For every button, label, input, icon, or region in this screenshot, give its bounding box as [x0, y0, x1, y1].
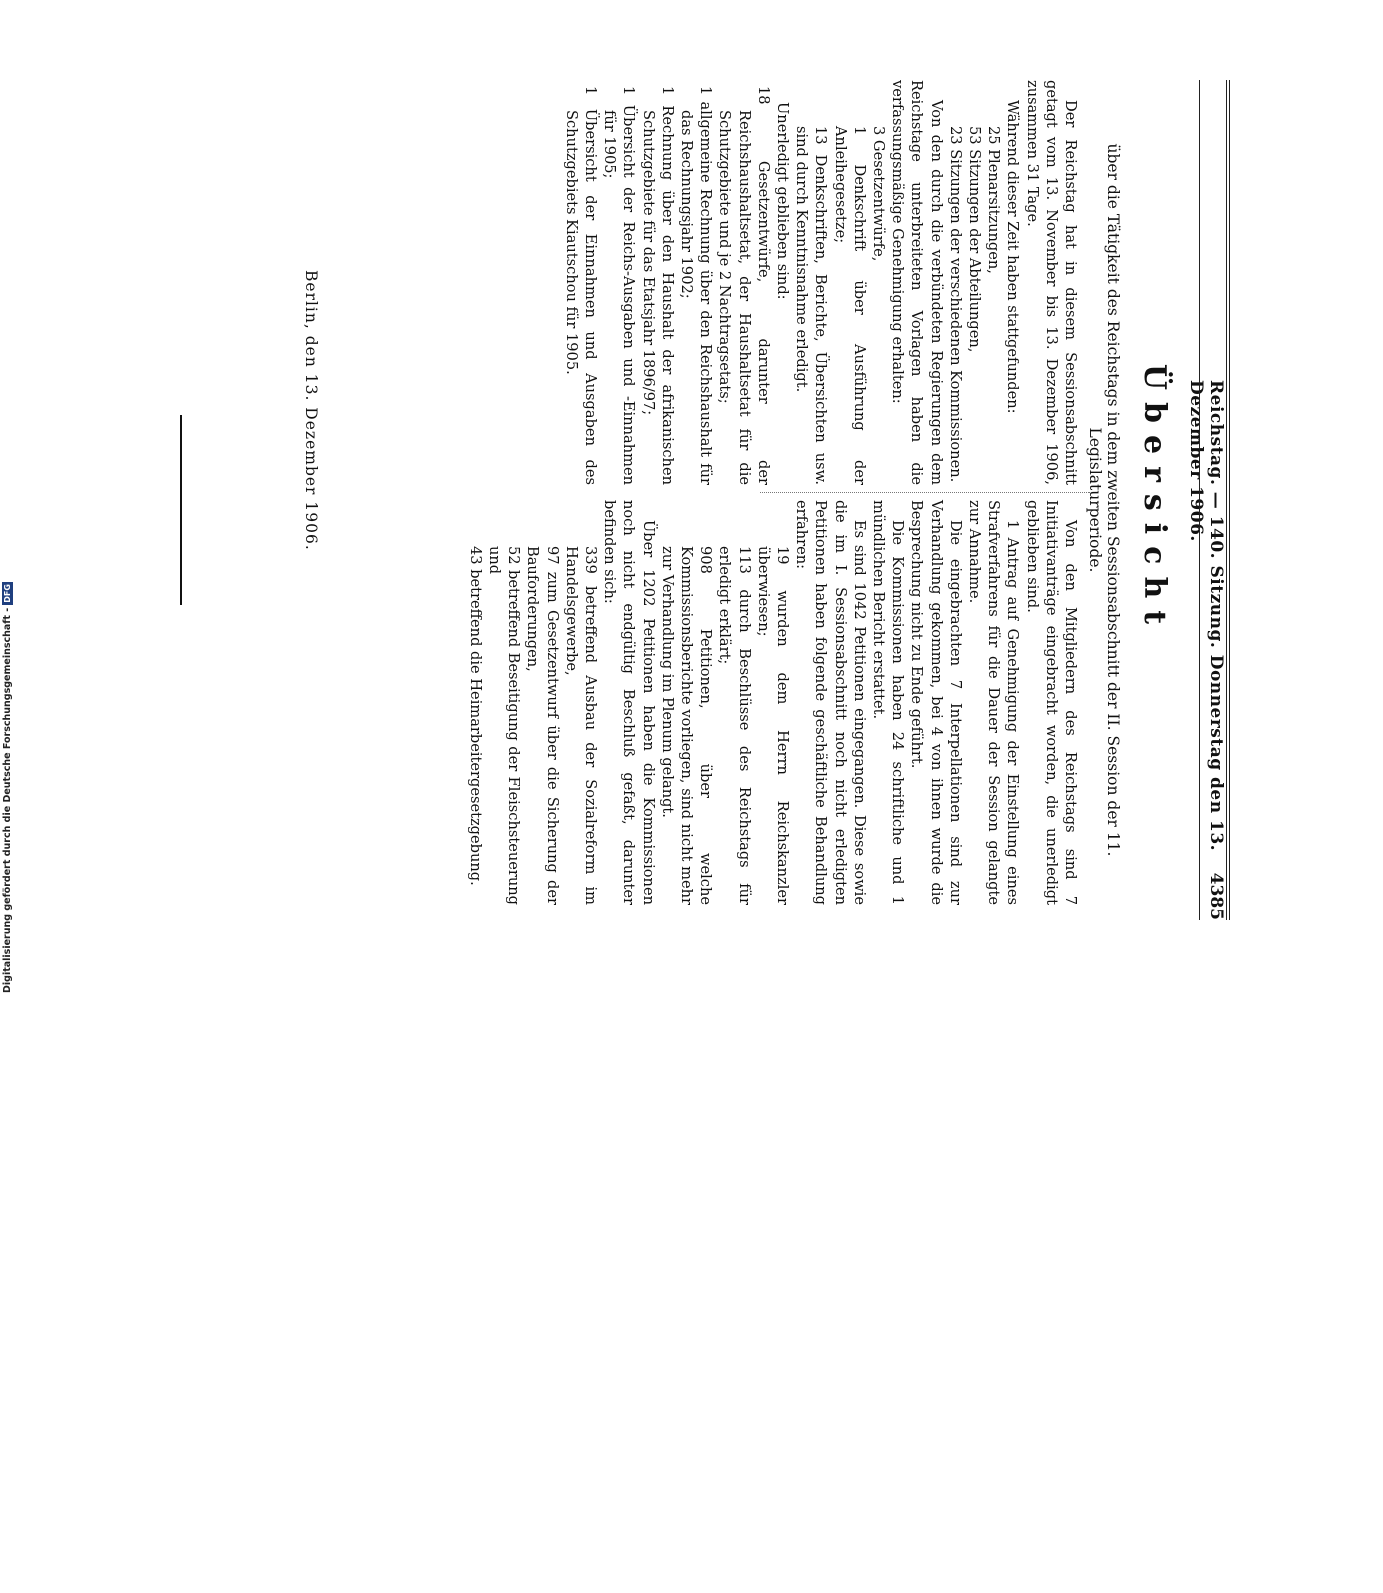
list-item: 23 Sitzungen der verschiedenen Kommissionen. — [946, 126, 964, 483]
list-item: 43 betreffend die Heimarbeitergesetzgebung. — [466, 546, 484, 886]
paragraph: Von den durch die verbündeten Regierungen dem Reichstage unterbreiteten Vorlagen haben die verfassungsmäßige Genehmigung erhalten: — [889, 80, 945, 485]
list-item: 19 wurden dem Herrn Reichskanzler überwiesen; — [754, 546, 791, 905]
list-item: 18 Gesetzentwürfe, darunter der Reichshaushaltsetat, der Haushaltsetat für die Schutzgebiete und je 2 Nachtragsetats; — [716, 86, 772, 485]
list-item: 1 Übersicht der Reichs-Ausgaben und -Einnahmen für 1905; — [601, 86, 638, 485]
paragraph: Von den Mitgliedern des Reichstags sind 7 Initiativanträge eingebracht worden, die unerledigt geblieben sind. — [1023, 500, 1079, 905]
list-item: 1 Rechnung über den Haushalt der afrikanischen Schutzgebiete für das Etatsjahr 1896/97; — [639, 86, 676, 485]
list-item: 25 Plenarsitzungen, — [985, 126, 1003, 274]
paragraph: Es sind 1042 Petitionen eingegangen. Diese sowie die im I. Sessionsabschnitt noch nicht erledigten Petitionen haben folgende geschäftliche Behandlung erfahren: — [793, 500, 868, 905]
paragraph: Während dieser Zeit haben stattgefunden: — [1004, 100, 1022, 414]
list-item: 97 zum Gesetzentwurf über die Sicherung der Bauforderungen, — [524, 546, 561, 905]
place-date: Berlin, den 13. Dezember 1906. — [302, 270, 320, 551]
running-title: Reichstag. — 140. Sitzung. Donnerstag den 13. Dezember 1906. — [1186, 380, 1226, 852]
document-page — [170, 80, 1230, 920]
header-top-rule — [1229, 80, 1230, 920]
column-divider — [760, 492, 1090, 493]
list-item: 1 Denkschrift über Ausführung der Anleihegesetze; — [831, 126, 868, 485]
paragraph: Unerledigt geblieben sind: — [773, 102, 791, 300]
right-column — [466, 500, 1081, 905]
paragraph: Der Reichstag hat in diesem Sessionsabschnitt getagt vom 13. November bis 13. Dezember 1906, zusammen 31 Tage. — [1023, 80, 1079, 485]
dfg-logo: DFG — [3, 584, 12, 603]
list-item: 1 allgemeine Rechnung über den Reichshaushalt für das Rechnungsjahr 1902; — [677, 86, 715, 485]
list-item: 908 Petitionen, über welche Kommissionsberichte vorliegen, sind nicht mehr zur Verhandlung im Plenum gelangt. — [658, 546, 715, 905]
footer-credit: Digitalisierung gefördert durch die Deutsche Forschungsgemeinschaft - — [2, 607, 13, 993]
page-subtitle: über die Tätigkeit des Reichstags in dem zweiten Sessionsabschnitt der II. Session der 11. Legislaturperiode. — [1086, 143, 1122, 857]
list-item: 13 Denkschriften, Berichte, Übersichten usw. sind durch Kenntnisnahme erledigt. — [793, 126, 830, 485]
paragraph: Über 1202 Petitionen haben die Kommissionen noch nicht endgültig Beschluß gefaßt, darunter befinden sich: — [601, 500, 657, 905]
left-column — [562, 80, 1080, 485]
digitization-footer — [2, 584, 18, 1593]
page-number: 4385 — [1206, 872, 1226, 920]
running-header — [1186, 80, 1226, 920]
paragraph: 1 Antrag auf Genehmigung der Einstellung eines Strafverfahrens für die Dauer der Session gelangte zur Annahme. — [965, 500, 1022, 905]
paragraph: Die eingebrachten 7 Interpellationen sind zur Verhandlung gekommen, bei 4 von ihnen wurde die Besprechung nicht zu Ende geführt. — [908, 500, 964, 905]
list-item: 339 betreffend Ausbau der Sozialreform im Handelsgewerbe, — [562, 546, 599, 905]
list-item: 3 Gesetzentwürfe, — [869, 126, 887, 262]
list-item: 53 Sitzungen der Abteilungen, — [965, 126, 983, 353]
list-item: 113 durch Beschlüsse des Reichstags für erledigt erklärt; — [716, 546, 753, 905]
closing-rule — [180, 415, 182, 605]
header-bottom-rule — [1199, 80, 1200, 920]
list-item: 1 Übersicht der Einnahmen und Ausgaben des Schutzgebiets Kiautschou für 1905. — [562, 86, 599, 485]
page-title: Übersicht — [1137, 363, 1172, 637]
paragraph: Die Kommissionen haben 24 schriftliche und 1 mündlichen Bericht erstattet. — [869, 500, 907, 905]
header-top-rule-2 — [1226, 80, 1227, 920]
list-item: 52 betreffend Beseitigung der Fleischsteuerung und — [485, 546, 523, 905]
